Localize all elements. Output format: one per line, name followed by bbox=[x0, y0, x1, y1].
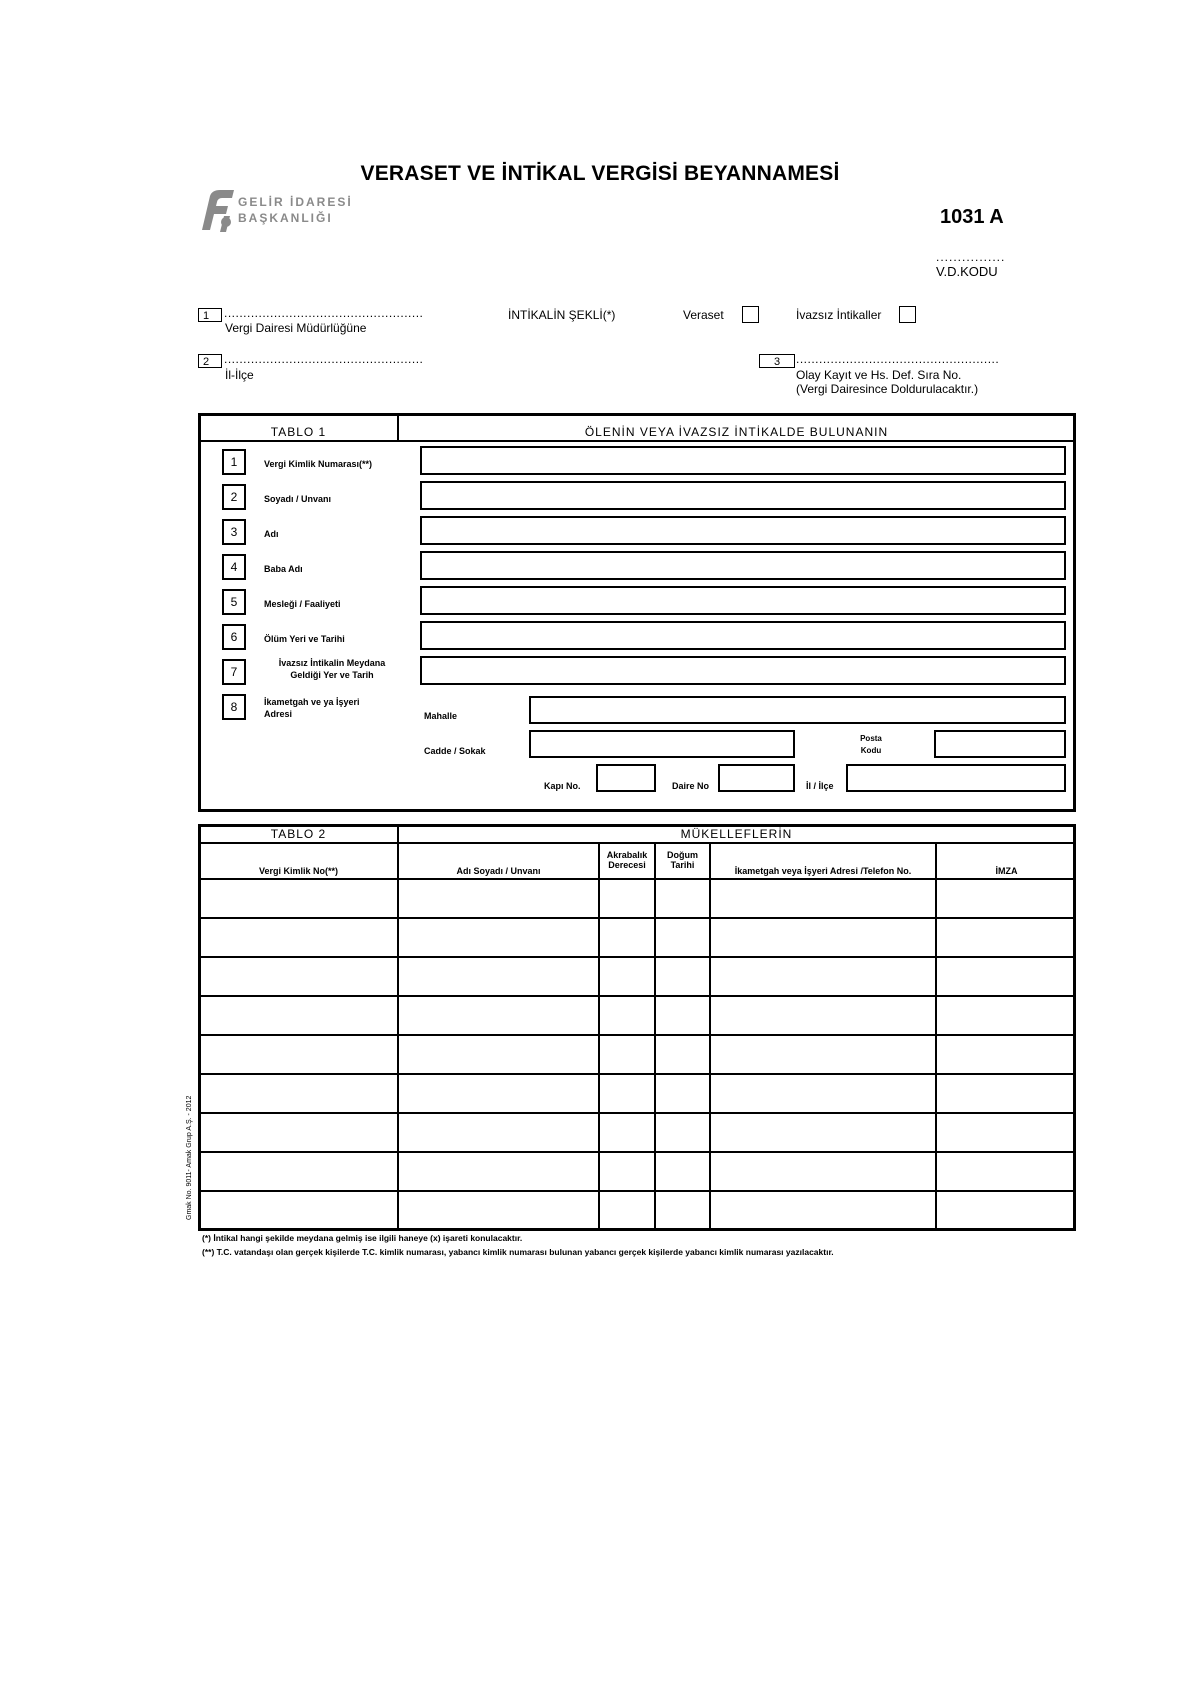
tablo2-cell[interactable] bbox=[400, 958, 597, 994]
tablo2-cell[interactable] bbox=[400, 880, 597, 916]
tablo2-cell[interactable] bbox=[712, 1153, 934, 1189]
tablo2-col-divider bbox=[709, 842, 711, 1231]
print-info: Gmak No. 9011- Amak Grup A.Ş. - 2012 bbox=[186, 1095, 193, 1220]
logo-line-1: GELİR İDARESİ bbox=[238, 195, 353, 209]
page-title: VERASET VE İNTİKAL VERGİSİ BEYANNAMESİ bbox=[360, 162, 840, 185]
tablo2-cell[interactable] bbox=[601, 958, 653, 994]
tablo2-cell[interactable] bbox=[657, 997, 708, 1033]
kapi-label: Kapı No. bbox=[544, 781, 581, 791]
mahalle-label: Mahalle bbox=[424, 711, 458, 721]
ivazsiz-checkbox[interactable] bbox=[899, 306, 916, 323]
field-2-number: 2 bbox=[198, 354, 222, 368]
tablo2-cell[interactable] bbox=[601, 1114, 653, 1150]
vd-code-label: V.D.KODU bbox=[936, 264, 998, 279]
tablo2-cell[interactable] bbox=[400, 997, 597, 1033]
cadde-input[interactable] bbox=[529, 730, 795, 758]
tax-office-label: Vergi Dairesi Müdürlüğüne bbox=[225, 321, 367, 335]
tablo2-cell[interactable] bbox=[712, 880, 934, 916]
tablo2-cell[interactable] bbox=[657, 880, 708, 916]
veraset-label: Veraset bbox=[683, 308, 724, 322]
record-number-label: Olay Kayıt ve Hs. Def. Sıra No. bbox=[796, 368, 962, 382]
tablo2-col-divider bbox=[598, 842, 600, 1231]
tablo2-cell[interactable] bbox=[400, 1153, 597, 1189]
record-number-note: (Vergi Dairesince Doldurulacaktır.) bbox=[796, 382, 979, 396]
tablo1-row-5-number: 5 bbox=[222, 589, 246, 615]
tablo2-cell[interactable] bbox=[400, 1192, 597, 1228]
tablo1-row-6-number: 6 bbox=[222, 624, 246, 650]
tablo1-row-5-label: Mesleği / Faaliyeti bbox=[264, 599, 341, 609]
tablo2-cell[interactable] bbox=[601, 1153, 653, 1189]
tablo2-cell[interactable] bbox=[201, 880, 396, 916]
tablo2-cell[interactable] bbox=[657, 958, 708, 994]
tablo2-cell[interactable] bbox=[601, 880, 653, 916]
mahalle-input[interactable] bbox=[529, 696, 1066, 724]
tablo2-cell[interactable] bbox=[712, 997, 934, 1033]
tablo2-col-divider bbox=[397, 842, 399, 1231]
tablo1-row-1-label: Vergi Kimlik Numarası(**) bbox=[264, 459, 373, 469]
tablo2-cell[interactable] bbox=[938, 880, 1075, 916]
tablo1-row-2-input[interactable] bbox=[420, 481, 1066, 510]
tablo2-cell[interactable] bbox=[712, 1114, 934, 1150]
logo-line-2: BAŞKANLIĞI bbox=[238, 211, 333, 225]
tablo2-cell[interactable] bbox=[400, 919, 597, 955]
tablo2-cell[interactable] bbox=[601, 1075, 653, 1111]
ivazsiz-label: İvazsız İntikaller bbox=[796, 308, 882, 322]
tablo1-row-3-input[interactable] bbox=[420, 516, 1066, 545]
tablo2-cell[interactable] bbox=[400, 1036, 597, 1072]
tablo1-row-1-number: 1 bbox=[222, 449, 246, 475]
logo-emblem-icon bbox=[196, 186, 238, 238]
tablo1-row-7-input[interactable] bbox=[420, 656, 1066, 685]
tablo2-cell[interactable] bbox=[201, 997, 396, 1033]
logo bbox=[196, 186, 356, 242]
daire-input[interactable] bbox=[718, 764, 795, 792]
tablo2-cell[interactable] bbox=[938, 997, 1075, 1033]
posta-label-2: Kodu bbox=[860, 746, 882, 755]
record-number-field[interactable]: ..................................................... bbox=[796, 352, 1000, 366]
tablo2-col-5-header: İkametgah veya İşyeri Adresi /Telefon No. bbox=[734, 866, 912, 876]
tablo1-row-5-input[interactable] bbox=[420, 586, 1066, 615]
tablo2-cell[interactable] bbox=[201, 1192, 396, 1228]
ililce-label: İl / İlçe bbox=[806, 781, 834, 791]
tablo2-cell[interactable] bbox=[201, 1114, 396, 1150]
tablo1-row-7-number: 7 bbox=[222, 659, 246, 685]
tablo2-cell[interactable] bbox=[657, 1192, 708, 1228]
tablo2-col-1-header: Vergi Kimlik No(**) bbox=[258, 866, 339, 876]
tablo1-row-8-label: İkametgah ve ya İşyeri Adresi bbox=[264, 697, 360, 719]
tablo2-cell[interactable] bbox=[601, 919, 653, 955]
tablo2-cell[interactable] bbox=[938, 1036, 1075, 1072]
tablo2-cell[interactable] bbox=[201, 1075, 396, 1111]
province-district-field[interactable]: .................................................... bbox=[224, 352, 424, 366]
intikal-type-label: İNTİKALİN ŞEKLİ(*) bbox=[508, 308, 616, 322]
tablo1-row-4-input[interactable] bbox=[420, 551, 1066, 580]
tablo2-cell[interactable] bbox=[201, 1153, 396, 1189]
tablo1-row-3-number: 3 bbox=[222, 519, 246, 545]
province-district-label: İl-İlçe bbox=[225, 368, 254, 382]
tax-office-field[interactable]: .................................................... bbox=[224, 306, 424, 320]
tablo1-row-2-number: 2 bbox=[222, 484, 246, 510]
tablo2-cell[interactable] bbox=[938, 1075, 1075, 1111]
tablo1-row-1-input[interactable] bbox=[420, 446, 1066, 475]
tablo2-cell[interactable] bbox=[201, 958, 396, 994]
tablo2-header: MÜKELLEFLERİN bbox=[680, 827, 793, 841]
tablo2-header-divider bbox=[198, 842, 1076, 844]
tablo1-header: ÖLENİN VEYA İVAZSIZ İNTİKALDE BULUNANIN bbox=[584, 425, 889, 439]
field-3-number: 3 bbox=[759, 354, 795, 368]
tablo2-col-6-header: İMZA bbox=[995, 866, 1018, 876]
daire-label: Daire No bbox=[672, 781, 710, 791]
posta-kodu-input[interactable] bbox=[934, 730, 1066, 758]
tablo1-header-divider bbox=[198, 440, 1076, 442]
tablo2-cell[interactable] bbox=[657, 919, 708, 955]
tablo2-cell[interactable] bbox=[657, 1114, 708, 1150]
tablo2-col-3-header: Akrabalık Derecesi bbox=[606, 850, 648, 870]
tablo1-row-7-label: İvazsız İntikalin Meydana Geldiği Yer ve Tarih bbox=[278, 658, 386, 680]
tablo1-label: TABLO 1 bbox=[270, 425, 327, 439]
veraset-checkbox[interactable] bbox=[742, 306, 759, 323]
posta-label-1: Posta bbox=[860, 734, 882, 743]
tablo2-cell[interactable] bbox=[400, 1114, 597, 1150]
kapi-input[interactable] bbox=[596, 764, 656, 792]
tablo2-cell[interactable] bbox=[400, 1075, 597, 1111]
tablo2-cell[interactable] bbox=[938, 1192, 1075, 1228]
tablo2-col-divider bbox=[935, 842, 937, 1231]
form-code: 1031 A bbox=[940, 206, 1004, 228]
tablo2-cell[interactable] bbox=[712, 919, 934, 955]
tablo2-cell[interactable] bbox=[712, 958, 934, 994]
tablo1-row-2-label: Soyadı / Unvanı bbox=[264, 494, 332, 504]
tablo2-cell[interactable] bbox=[657, 1075, 708, 1111]
cadde-label: Cadde / Sokak bbox=[424, 746, 486, 756]
tablo2-cell[interactable] bbox=[601, 1192, 653, 1228]
tablo2-cell[interactable] bbox=[712, 1075, 934, 1111]
tablo2-cell[interactable] bbox=[657, 1036, 708, 1072]
tablo2-cell[interactable] bbox=[201, 919, 396, 955]
tablo2-cell[interactable] bbox=[712, 1036, 934, 1072]
tablo2-cell[interactable] bbox=[938, 958, 1075, 994]
footnote-1: (*) İntikal hangi şekilde meydana gelmiş ise ilgili haneye (x) işareti konulacaktır. bbox=[202, 1233, 523, 1243]
tablo2-cell[interactable] bbox=[938, 1153, 1075, 1189]
vd-code-field[interactable]: ................ bbox=[936, 250, 1006, 264]
tablo2-col-2-header: Adı Soyadı / Unvanı bbox=[456, 866, 541, 876]
field-1-number: 1 bbox=[198, 308, 222, 322]
tablo2-col-divider bbox=[654, 842, 656, 1231]
tablo1-row-8-number: 8 bbox=[222, 694, 246, 720]
tablo1-row-4-number: 4 bbox=[222, 554, 246, 580]
tablo1-row-6-input[interactable] bbox=[420, 621, 1066, 650]
tablo2-cell[interactable] bbox=[938, 1114, 1075, 1150]
tablo2-cell[interactable] bbox=[657, 1153, 708, 1189]
tablo2-cell[interactable] bbox=[938, 919, 1075, 955]
tablo2-cell[interactable] bbox=[601, 1036, 653, 1072]
tablo2-col-4-header: Doğum Tarihi bbox=[667, 850, 698, 870]
tablo1-row-4-label: Baba Adı bbox=[264, 564, 303, 574]
tablo2-cell[interactable] bbox=[201, 1036, 396, 1072]
footnote-2: (**) T.C. vatandaşı olan gerçek kişilerde T.C. kimlik numarası, yabancı kimlik numarası bulunan yabancı gerçek kişilerde yabancı kimlik numarası yazılacaktır. bbox=[202, 1247, 834, 1257]
tablo2-cell[interactable] bbox=[712, 1192, 934, 1228]
tablo2-cell[interactable] bbox=[601, 997, 653, 1033]
tablo2-label: TABLO 2 bbox=[270, 827, 327, 841]
ililce-input[interactable] bbox=[846, 764, 1066, 792]
tablo1-row-3-label: Adı bbox=[264, 529, 279, 539]
tablo1-row-6-label: Ölüm Yeri ve Tarihi bbox=[264, 634, 345, 644]
